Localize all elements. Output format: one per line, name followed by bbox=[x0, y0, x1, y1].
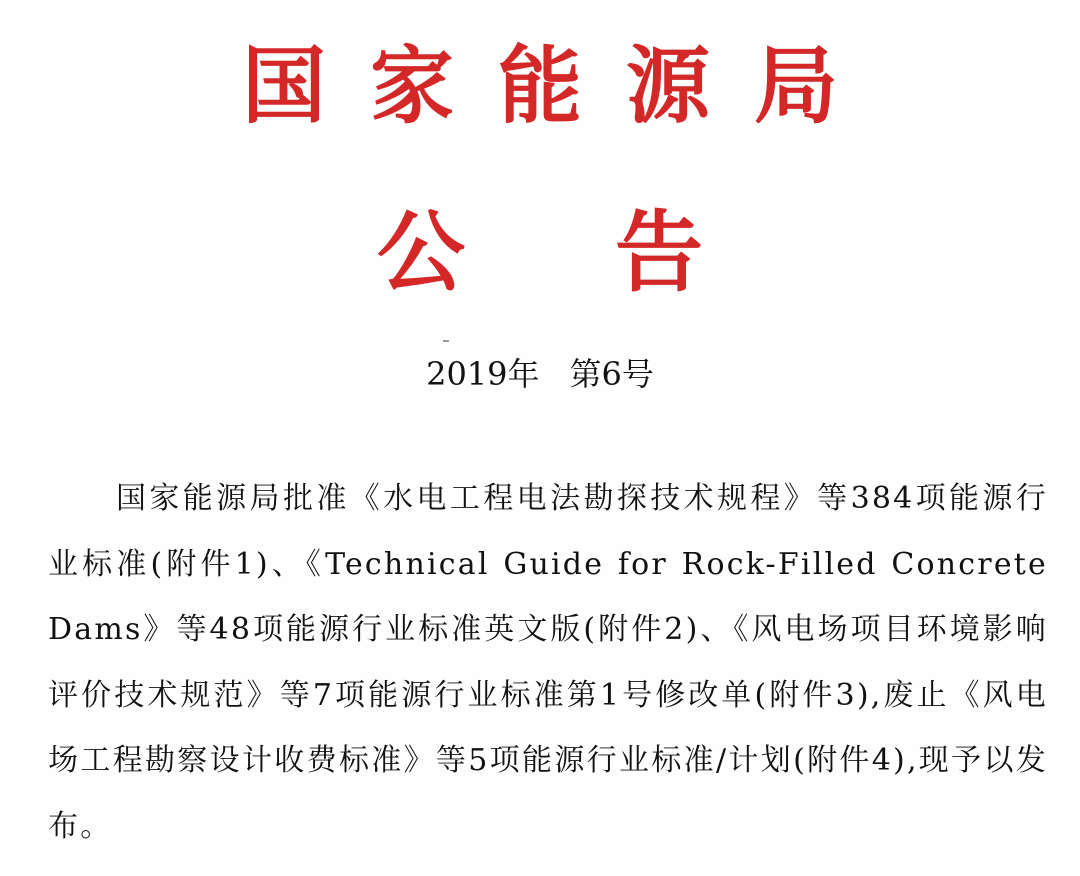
scan-artifact bbox=[443, 340, 449, 342]
issuer-title: 国家能源局 bbox=[241, 36, 882, 135]
document-number bbox=[0, 352, 1080, 396]
document-issue-number: 第6号 bbox=[569, 355, 654, 393]
document-year: 2019年 bbox=[426, 355, 540, 393]
announcement-paragraph: 国家能源局批准《水电工程电法勘探技术规程》等384项能源行业标准(附件1)、《Technical Guide for Rock-Filled Concrete Dams》等48项能源行业标准英文版(附件2)、《风电场项目环境影响评价技术规范》等7项能源行业标准第1号修改单(附件3),废止《风电场工程勘察设计收费标准》等5项能源行业标准/计划(附件4),现予以发布。 bbox=[48, 481, 1048, 844]
document-type-title: 公告 bbox=[376, 200, 853, 304]
